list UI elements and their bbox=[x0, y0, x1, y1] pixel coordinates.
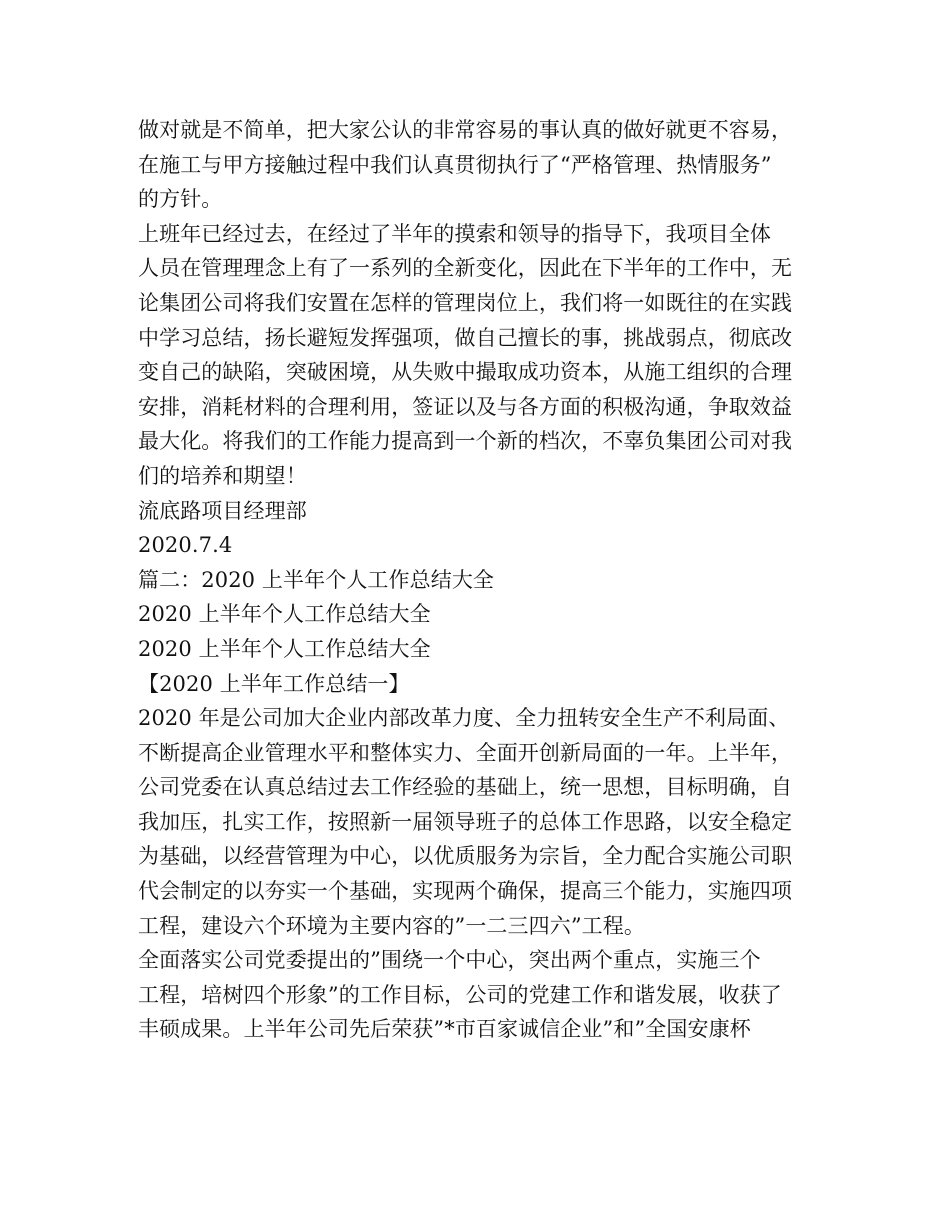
text-line: 上班年已经过去，在经过了半年的摸索和领导的指导下，我项目全体 bbox=[138, 221, 771, 246]
text-line: 中学习总结，扬长避短发挥强项，做自己擅长的事，挑战弱点，彻底改 bbox=[138, 325, 793, 350]
text-line: 在施工与甲方接触过程中我们认真贯彻执行了“严格管理、热情服务” bbox=[138, 152, 772, 177]
text-line: 不断提高企业管理水平和整体实力、全面开创新局面的一年。上半年， bbox=[138, 740, 793, 765]
text-line: 做对就是不简单，把大家公认的非常容易的事认真的做好就更不容易， bbox=[138, 118, 793, 142]
section-heading: 篇二：2020 上半年个人工作总结大全 bbox=[138, 567, 495, 592]
text-line: 人员在管理理念上有了一系列的全新变化，因此在下半年的工作中，无 bbox=[138, 256, 793, 281]
text-line: 代会制定的以夯实一个基础，实现两个确保，提高三个能力，实施四项 bbox=[138, 879, 793, 904]
text-line: 2020 年是公司加大企业内部改革力度、全力扭转安全生产不利局面、 bbox=[138, 706, 790, 731]
text-line: 工程，培树四个形象”的工作目标，公司的党建工作和谐发展，收获了 bbox=[138, 982, 782, 1007]
text-line: 最大化。将我们的工作能力提高到一个新的档次，不辜负集团公司对我 bbox=[138, 429, 793, 454]
text-line: 全面落实公司党委提出的”围绕一个中心，突出两个重点，实施三个 bbox=[138, 948, 761, 973]
text-line: 的方针。 bbox=[138, 187, 223, 212]
text-line: 丰硕成果。上半年公司先后荣获”*市百家诚信企业”和”全国安康杯 bbox=[138, 1017, 751, 1042]
text-line: 变自己的缺陷，突破困境，从失败中撮取成功资本，从施工组织的合理 bbox=[138, 360, 793, 385]
document-body bbox=[138, 113, 818, 1047]
text-line: 们的培养和期望！ bbox=[138, 463, 307, 488]
text-line: 论集团公司将我们安置在怎样的管理岗位上，我们将一如既往的在实践 bbox=[138, 290, 793, 315]
text-line: 为基础，以经营管理为中心，以优质服务为宗旨，全力配合实施公司职 bbox=[138, 844, 793, 869]
subheading: 2020 上半年个人工作总结大全 bbox=[138, 636, 431, 661]
text-line: 工程，建设六个环境为主要内容的”一二三四六”工程。 bbox=[138, 913, 645, 938]
text-line: 公司党委在认真总结过去工作经验的基础上，统一思想，目标明确，自 bbox=[138, 775, 793, 800]
subheading: 2020 上半年个人工作总结大全 bbox=[138, 602, 431, 627]
bracket-heading: 【2020 上半年工作总结一】 bbox=[138, 671, 410, 696]
text-line: 安排，消耗材料的合理利用，签证以及与各方面的积极沟通，争取效益 bbox=[138, 394, 793, 419]
text-line: 我加压，扎实工作，按照新一届领导班子的总体工作思路，以安全稳定 bbox=[138, 809, 793, 834]
signature-line: 流底路项目经理部 bbox=[138, 498, 307, 523]
date-line: 2020.7.4 bbox=[138, 533, 233, 558]
